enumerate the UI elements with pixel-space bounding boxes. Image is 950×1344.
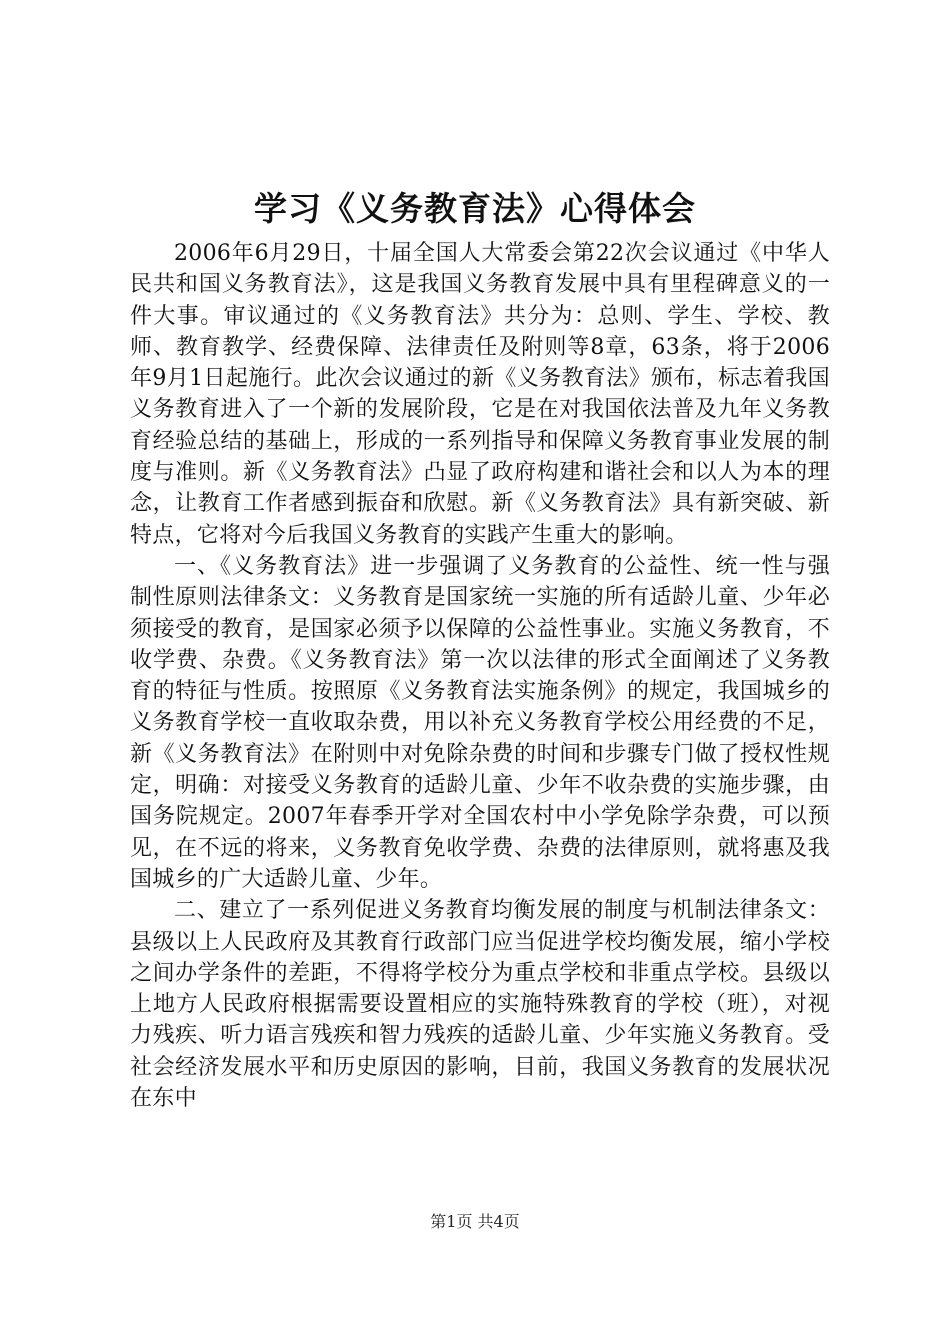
document-body (130, 238, 830, 1114)
paragraph-intro: 2006年6月29日，十届全国人大常委会第22次会议通过《中华人民共和国义务教育法》，这是我国义务教育发展中具有里程碑意义的一件大事。审议通过的《义务教育法》共分为：总则、学生、学校、教师、教育教学、经费保障、法律责任及附则等8章，63条，将于2006年9月1日起施行。此次会议通过的新《义务教育法》颁布，标志着我国义务教育进入了一个新的发展阶段，它是在对我国依法普及九年义务教育经验总结的基础上，形成的一系列指导和保障义务教育事业发展的制度与准则。新《义务教育法》凸显了政府构建和谐社会和以人为本的理念，让教育工作者感到振奋和欣慰。新《义务教育法》具有新突破、新特点，它将对今后我国义务教育的实践产生重大的影响。 (130, 241, 830, 548)
paragraph-section-two: 二、建立了一系列促进义务教育均衡发展的制度与机制法律条文：县级以上人民政府及其教育行政部门应当促进学校均衡发展，缩小学校之间办学条件的差距，不得将学校分为重点学校和非重点学校。县级以上地方人民政府根据需要设置相应的实施特殊教育的学校（班），对视力残疾、听力语言残疾和智力残疾的适龄儿童、少年实施义务教育。受社会经济发展水平和历史原因的影响，目前，我国义务教育的发展状况在东中 (130, 898, 830, 1112)
document-title: 学习《义务教育法》心得体会 (254, 189, 696, 228)
paragraph-section-one: 一、《义务教育法》进一步强调了义务教育的公益性、统一性与强制性原则法律条文：义务教育是国家统一实施的所有适龄儿童、少年必须接受的教育，是国家必须予以保障的公益性事业。实施义务教育，不收学费、杂费。《义务教育法》第一次以法律的形式全面阐述了义务教育的特征与性质。按照原《义务教育法实施条例》的规定，我国城乡的义务教育学校一直收取杂费，用以补充义务教育学校公用经费的不足，新《义务教育法》在附则中对免除杂费的时间和步骤专门做了授权性规定，明确：对接受义务教育的适龄儿童、少年不收杂费的实施步骤，由国务院规定。2007年春季开学对全国农村中小学免除学杂费，可以预见，在不远的将来，义务教育免收学费、杂费的法律原则，就将惠及我国城乡的广大适龄儿童、少年。 (130, 553, 830, 892)
page-number-footer: 第1页 共4页 (430, 1212, 520, 1231)
